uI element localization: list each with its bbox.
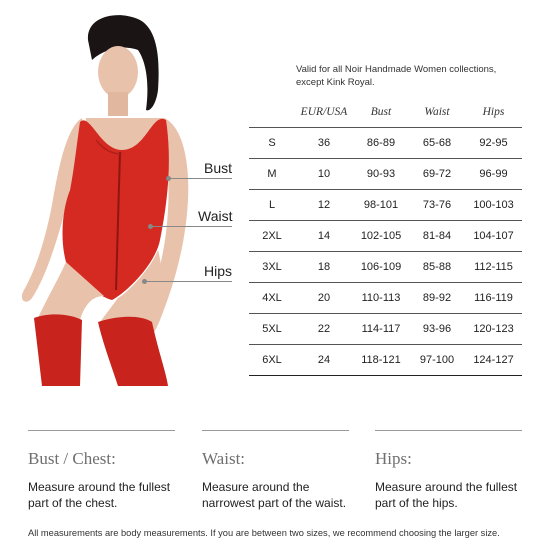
cell-waist: 65-68 xyxy=(409,128,465,159)
cell-size: 3XL xyxy=(249,252,295,283)
cell-hips: 120-123 xyxy=(465,314,522,345)
cell-eur-usa: 22 xyxy=(295,314,353,345)
table-row xyxy=(249,252,522,283)
cell-hips: 104-107 xyxy=(465,221,522,252)
cell-eur-usa: 14 xyxy=(295,221,353,252)
table-row xyxy=(249,345,522,376)
cell-hips: 124-127 xyxy=(465,345,522,376)
guide-divider-hips xyxy=(375,430,522,431)
cell-size: 6XL xyxy=(249,345,295,376)
validity-note: Valid for all Noir Handmade Women collections, except Kink Royal. xyxy=(296,64,497,88)
cell-waist: 93-96 xyxy=(409,314,465,345)
cell-hips: 92-95 xyxy=(465,128,522,159)
cell-bust: 102-105 xyxy=(353,221,409,252)
header-bust: Bust xyxy=(370,105,392,118)
cell-waist: 97-100 xyxy=(409,345,465,376)
right-stocking-shape xyxy=(98,317,168,386)
cell-waist: 69-72 xyxy=(409,159,465,190)
cell-size: M xyxy=(249,159,295,190)
hips-label: Hips xyxy=(204,263,233,279)
cell-eur-usa: 24 xyxy=(295,345,353,376)
bust-label: Bust xyxy=(204,160,233,176)
cell-eur-usa: 12 xyxy=(295,190,353,221)
waist-label: Waist xyxy=(198,208,233,224)
size-table xyxy=(249,96,522,376)
cell-bust: 98-101 xyxy=(353,190,409,221)
cell-bust: 90-93 xyxy=(353,159,409,190)
cell-hips: 100-103 xyxy=(465,190,522,221)
header-size xyxy=(249,96,295,128)
cell-hips: 96-99 xyxy=(465,159,522,190)
cell-bust: 86-89 xyxy=(353,128,409,159)
cell-size: L xyxy=(249,190,295,221)
header-eur-usa: EUR/USA xyxy=(300,105,348,118)
cell-bust: 114-117 xyxy=(353,314,409,345)
hips-pointer-line xyxy=(146,281,232,282)
guide-divider-bust xyxy=(28,430,175,431)
cell-waist: 73-76 xyxy=(409,190,465,221)
bust-pointer-dot xyxy=(166,176,171,181)
table-row xyxy=(249,128,522,159)
cell-waist: 81-84 xyxy=(409,221,465,252)
cell-size: S xyxy=(249,128,295,159)
cell-size: 4XL xyxy=(249,283,295,314)
footnote: All measurements are body measurements. If you are between two sizes, we recommend choosing the larger size. xyxy=(28,528,500,538)
cell-bust: 118-121 xyxy=(353,345,409,376)
guide-desc-bust: Measure around the fullest part of the chest. xyxy=(28,480,171,510)
cell-hips: 112-115 xyxy=(465,252,522,283)
face-shape xyxy=(98,46,138,98)
header-waist: Waist xyxy=(424,105,450,118)
waist-pointer-line xyxy=(152,226,232,227)
cell-bust: 110-113 xyxy=(353,283,409,314)
cell-eur-usa: 18 xyxy=(295,252,353,283)
guide-title-hips: Hips: xyxy=(375,449,412,468)
guide-desc-waist: Measure around the narrowest part of the waist. xyxy=(202,480,347,510)
cell-eur-usa: 10 xyxy=(295,159,353,190)
cell-eur-usa: 20 xyxy=(295,283,353,314)
table-row xyxy=(249,190,522,221)
hips-pointer-dot xyxy=(142,279,147,284)
guide-desc-hips: Measure around the fullest part of the hips. xyxy=(375,480,518,510)
table-row xyxy=(249,159,522,190)
header-hips: Hips xyxy=(482,105,505,118)
table-row xyxy=(249,283,522,314)
cell-hips: 116-119 xyxy=(465,283,522,314)
cell-waist: 89-92 xyxy=(409,283,465,314)
guide-title-waist: Waist: xyxy=(202,449,246,468)
cell-waist: 85-88 xyxy=(409,252,465,283)
waist-pointer-dot xyxy=(148,224,153,229)
guide-title-bust: Bust / Chest: xyxy=(28,449,116,468)
model-figure-image xyxy=(0,0,250,400)
table-header-row xyxy=(249,96,522,128)
left-stocking-shape xyxy=(34,314,82,386)
table-row xyxy=(249,221,522,252)
cell-bust: 106-109 xyxy=(353,252,409,283)
table-row xyxy=(249,314,522,345)
bust-pointer-line xyxy=(170,178,232,179)
cell-eur-usa: 36 xyxy=(295,128,353,159)
cell-size: 2XL xyxy=(249,221,295,252)
guide-divider-waist xyxy=(202,430,349,431)
cell-size: 5XL xyxy=(249,314,295,345)
